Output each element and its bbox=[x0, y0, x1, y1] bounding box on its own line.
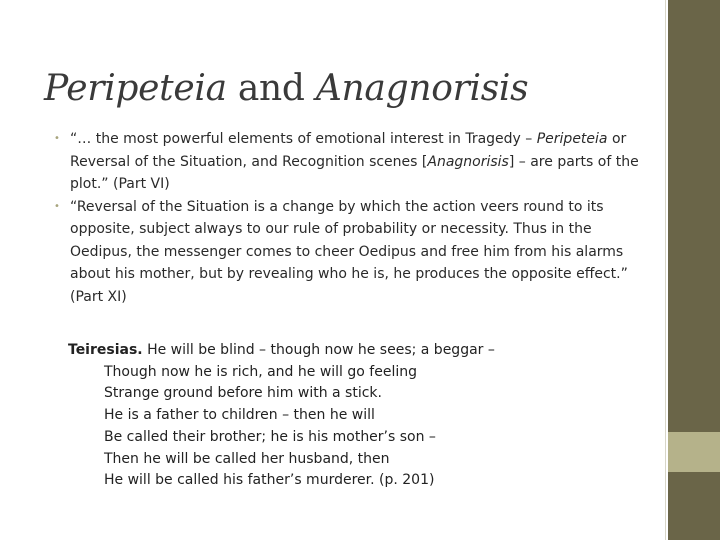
quote-line: Strange ground before him with a stick. bbox=[104, 385, 382, 402]
bullet-1-text-c: ] – are parts of the plot.” (Part VI) bbox=[70, 153, 639, 192]
quote-block bbox=[68, 340, 648, 492]
quote-line: Then he will be called her husband, then bbox=[104, 450, 390, 467]
slide-title bbox=[44, 68, 528, 109]
bullet-dot-icon: • bbox=[54, 133, 60, 144]
quote-line: He is a father to children – then he will bbox=[104, 407, 375, 424]
bullet-list bbox=[26, 128, 654, 308]
bullet-1-italic-b: Anagnorisis bbox=[427, 153, 509, 170]
quote-line: Though now he is rich, and he will go feeling bbox=[104, 363, 417, 380]
title-and: and bbox=[226, 68, 316, 110]
sidebar-band-top bbox=[668, 0, 720, 432]
bullet-1-text-b: or Reversal of the Situation, and Recognition scenes [ bbox=[70, 131, 627, 170]
sidebar-divider bbox=[665, 0, 666, 540]
title-anagnorisis: Anagnorisis bbox=[315, 68, 529, 110]
quote-speaker: Teiresias. bbox=[68, 342, 143, 358]
quote-first-line bbox=[68, 340, 648, 362]
sidebar-band-accent bbox=[668, 432, 720, 472]
quote-first-text: He will be blind – though now he sees; a beggar – bbox=[142, 342, 495, 358]
bullet-1-italic-a: Peripeteia bbox=[536, 131, 608, 147]
bullet-2-text: “Reversal of the Situation is a change by which the action veers round to its opposite, subject always to our rule of probability or necessity. Thus in the Oedipus, the messenger comes to cheer Oedipus and free him from his alarms about his mother, but by revealing who he is, he produces the opposite effect.” (Part XI) bbox=[70, 198, 628, 305]
title-peripeteia: Peripeteia bbox=[44, 68, 227, 110]
bullet-dot-icon: • bbox=[54, 200, 60, 212]
bullet-item-1 bbox=[26, 128, 654, 196]
sidebar-band-bottom bbox=[668, 472, 720, 540]
bullet-1-text-a: “… the most powerful elements of emotional interest in Tragedy – bbox=[70, 131, 537, 147]
bullet-item-2 bbox=[26, 196, 654, 309]
quote-line: Be called their brother; he is his mother’s son – bbox=[104, 428, 436, 445]
quote-line: He will be called his father’s murderer. (p. 201) bbox=[104, 472, 435, 489]
